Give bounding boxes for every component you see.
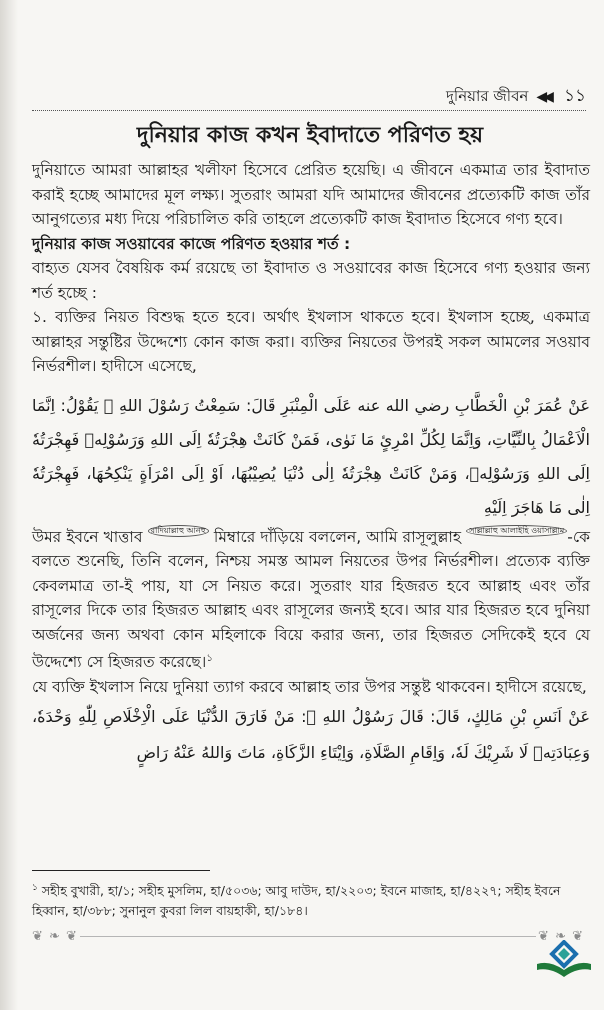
intro-paragraph: দুনিয়াতে আমরা আল্লাহর খলীফা হিসেবে প্রেরিত হয়েছি। এ জীবনে একমাত্র তার ইবাদাত করাই হচ্ছে আমাদের মূল লক্ষ্য। সুতরাং আমরা যদি আমাদের জীবনের প্রত্যেকটি কাজ তাঁর আনুগত্যের মধ্য দিয়ে পরিচালিত করি তাহলে প্রত্যেকটি কাজ ইবাদাত হিসেবে গণ্য হবে।: [32, 161, 590, 228]
translation-part-2: মিম্বারে দাঁড়িয়ে বললেন, আমি রাসূলুল্লাহ: [213, 527, 462, 546]
running-title: দুনিয়ার জীবন: [446, 86, 529, 105]
salallahu-alaihi-wasallam-honorific: সাল্লাল্লাহু আলাইহি ওয়াসাল্লাম: [466, 525, 567, 537]
hadith-translation: [32, 525, 590, 675]
decorative-ornament-border: [32, 928, 584, 944]
footnote-number: ১: [32, 883, 38, 893]
translation-part-1: উমর ইবনে খাত্তাব: [32, 527, 143, 546]
footnote-text: সহীহ বুখারী, হা/১; সহীহ মুসলিম, হা/৫০৩৬; আবু দাউদ, হা/২২০৩; ইবনে মাজাহ, হা/৪২২৭; সহীহ ইবনে হিব্বান, হা/৩৮৮; সুনানুল কুবরা লিল বায়হাকী, হা/১৮৪।: [32, 883, 561, 919]
running-header: [32, 84, 586, 111]
ornament-line: [80, 936, 536, 937]
arabic-hadith-2: عَنْ اَنَسِ بْنِ مَالِكٍ، قَالَ: قَالَ رَسُوْلُ اللهِ ﷺ: مَنْ فَارَقَ الدُّنْيَا عَلَى الْاِخْلَاصِ لِلّٰهِ وَحْدَهٗ، وَعِبَادَتِهٖ لَا شَرِيْكَ لَهٗ، وَاِقَامِ الصَّلَاةِ، وَاِيْتَاءِ الزَّكَاةِ، مَاتَ وَاللهُ عَنْهُ رَاضٍ: [32, 707, 590, 763]
publisher-logo-icon: [535, 940, 593, 980]
page-gutter-shadow: [0, 0, 18, 1010]
page-body: [32, 158, 590, 771]
double-arrow-icon: ◀◀: [536, 89, 550, 105]
page-number: ১১: [563, 86, 586, 106]
radiallahu-anhu-honorific: রাদিয়াল্লাহু আনহু: [148, 525, 209, 537]
condition-1: ১. ব্যক্তির নিয়ত বিশুদ্ধ হতে হবে। অর্থাৎ ইখলাস থাকতে হবে। ইখলাস হচ্ছে, একমাত্র আল্লাহর সন্তুষ্টির উদ্দেশ্যে কোন কাজ করা। ব্যক্তির নিয়তের উপরই সকল আমলের সওয়াব নির্ভরশীল। হাদীসে এসেছে,: [32, 308, 590, 375]
ikhlas-paragraph: যে ব্যক্তি ইখলাস নিয়ে দুনিয়া ত্যাগ করবে আল্লাহ তার উপর সন্তুষ্ট থাকবেন। হাদীসে রয়েছে,: [32, 677, 587, 696]
translation-part-3: -কে বলতে শুনেছি, তিনি বলেন, নিশ্চয় সমস্ত আমল নিয়তের উপর নির্ভরশীল। প্রত্যেক ব্যক্তি কেবলমাত্র তা-ই পায়, যা সে নিয়ত করে। সুতরাং যার হিজরত হবে আল্লাহ এবং তাঁর রাসূলের দিকে তার হিজরত আল্লাহ এবং রাসূলের জন্যই হবে। আর যার হিজরত হবে দুনিয়া অর্জনের জন্য অথবা কোন মহিলাকে বিয়ে করার জন্য, তার হিজরত সেদিকেই হবে যে উদ্দেশ্যে সে হিজরত করেছে।: [32, 527, 590, 672]
footnote-divider: [32, 870, 210, 871]
footnote-reference: ১: [206, 653, 213, 664]
ornament-swirl-left: ❦ ❧ ❦: [32, 928, 78, 944]
ornament-swirl-right: ❦ ❧ ❦: [538, 928, 584, 944]
arabic-hadith-1: عَنْ عُمَرَ بْنِ الْخَطَّابِ رضي الله عنه عَلَى الْمِنْبَرِ قَالَ: سَمِعْتُ رَسُوْلَ اللهِ ﷺ يَقُوْلُ: اِنَّمَا الْاَعْمَالُ بِالنِّيَّاتِ، وَاِنَّمَا لِكُلِّ امْرِئٍ مَا نَوٰى، فَمَنْ كَانَتْ هِجْرَتُهٗ اِلَى اللهِ وَرَسُوْلِهٖ فَهِجْرَتُهٗ اِلَى اللهِ وَرَسُوْلِهٖ، وَمَنْ كَانَتْ هِجْرَتُهٗ اِلٰى دُنْيَا يُصِيْبُهَا، اَوْ اِلَى امْرَاَةٍ يَنْكِحُهَا، فَهِجْرَتُهٗ اِلٰى مَا هَاجَرَ اِلَيْهِ: [32, 395, 590, 517]
section-subheading: দুনিয়ার কাজ সওয়াবের কাজে পরিণত হওয়ার শর্ত :: [32, 234, 351, 253]
conditions-intro: বাহ্যত যেসব বৈষয়িক কর্ম রয়েছে তা ইবাদাত ও সওয়াবের কাজ হিসেবে গণ্য হওয়ার জন্য শর্ত হচ্ছে :: [32, 259, 590, 302]
footnote: [32, 878, 586, 921]
chapter-heading: দুনিয়ার কাজ কখন ইবাদাতে পরিণত হয়: [136, 123, 484, 148]
